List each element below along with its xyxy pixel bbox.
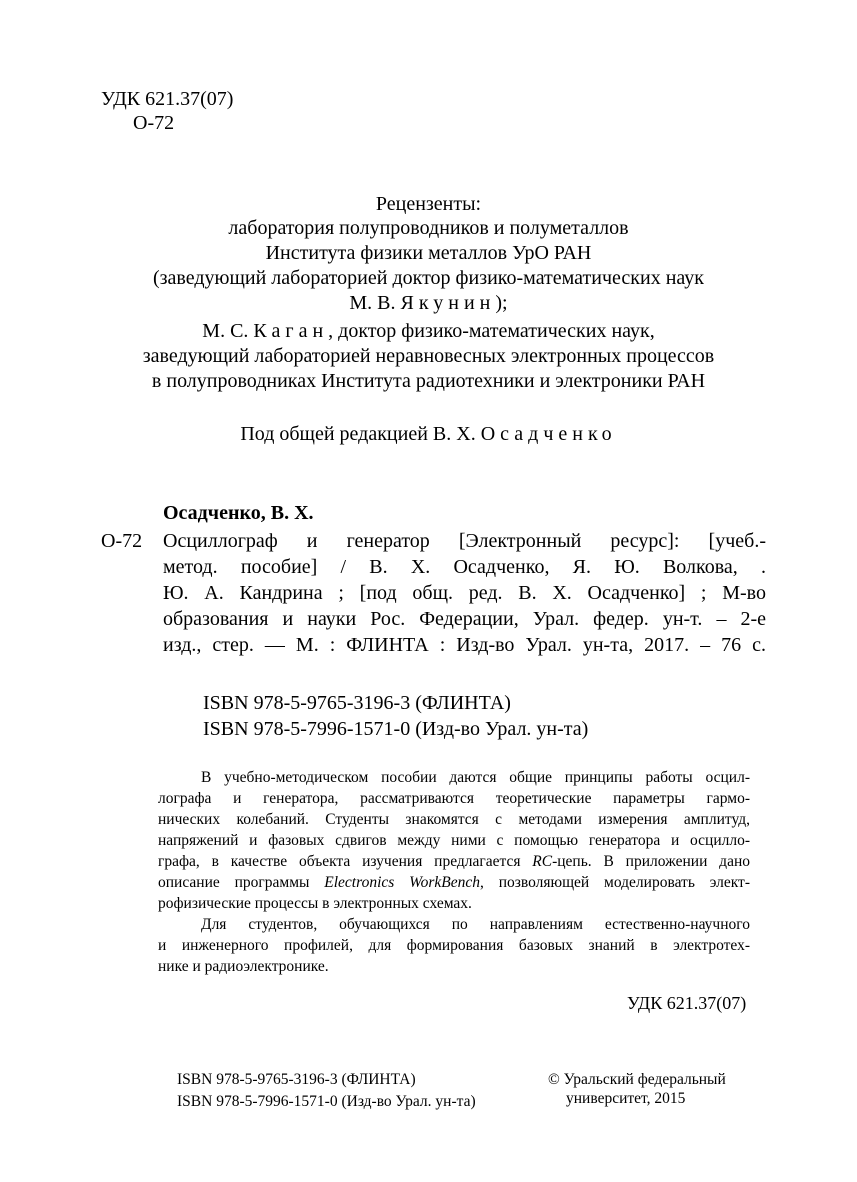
abstract-line: лографа и генератора, рассматриваются теоретические параметры гармо- bbox=[158, 790, 750, 807]
isbn-bottom-urfu: ISBN 978-5-7996-1571-0 (Изд-во Урал. ун-та) bbox=[177, 1093, 476, 1110]
abstract-text: , позволяющей моделировать элект- bbox=[480, 874, 750, 891]
bib-line-3: Ю. А. Кандрина ; [под общ. ред. В. Х. Осадченко] ; М-во bbox=[163, 582, 766, 604]
bib-line-5: изд., стер. — М. : ФЛИНТА : Изд-во Урал. ун-та, 2017. – 76 с. bbox=[163, 634, 766, 656]
isbn-urfu: ISBN 978-5-7996-1571-0 (Изд-во Урал. ун-та) bbox=[203, 718, 589, 740]
editor-prefix: Под общей редакцией bbox=[240, 423, 428, 445]
editor-name: Осадченко bbox=[480, 423, 617, 445]
abstract-emphasis: RC bbox=[532, 853, 553, 870]
copyright-line1: © Уральский федеральный bbox=[548, 1071, 726, 1088]
abstract bbox=[158, 767, 750, 977]
editor-initials: В. Х. bbox=[432, 423, 476, 445]
copyright-line2: университет, 2015 bbox=[566, 1090, 686, 1107]
reviewer-lab-line1: лаборатория полупроводников и полуметаллов bbox=[228, 217, 629, 239]
abstract-line bbox=[158, 851, 750, 872]
reviewer2-line1 bbox=[0, 320, 857, 343]
abstract-line: Для студентов, обучающихся по направлениям естественно-научного bbox=[201, 916, 750, 933]
abstract-text: графа, в качестве объекта изучения предлагается bbox=[158, 853, 533, 870]
isbn-bottom-flinta: ISBN 978-5-9765-3196-3 (ФЛИНТА) bbox=[177, 1071, 416, 1088]
reviewer2-initials: М. С. bbox=[202, 320, 249, 342]
bib-line-1: Осциллограф и генератор [Электронный ресурс]: [учеб.- bbox=[163, 530, 766, 552]
reviewers-heading: Рецензенты: bbox=[375, 193, 482, 215]
abstract-line: нике и радиоэлектронике. bbox=[158, 958, 329, 975]
abstract-text: описание программы bbox=[158, 874, 325, 891]
abstract-line: нических колебаний. Студенты знакомятся с методами измерения амплитуд, bbox=[158, 811, 750, 828]
bib-cipher: О-72 bbox=[101, 530, 143, 552]
bib-description bbox=[163, 528, 766, 658]
udk-code: УДК 621.37(07) bbox=[101, 88, 234, 110]
reviewer2-name: Каган bbox=[253, 320, 329, 342]
abstract-line bbox=[158, 872, 750, 893]
lab-head-name: Якунин bbox=[400, 292, 496, 314]
reviewer-lab-line3: (заведующий лабораторией доктор физико-математических наук bbox=[152, 267, 704, 289]
lab-head-tail: ); bbox=[495, 292, 508, 314]
abstract-line: напряжений и фазовых сдвигов между ними с помощью генератора и осцилло- bbox=[158, 832, 750, 849]
reviewer-lab-head bbox=[0, 292, 857, 315]
bib-author: Осадченко, В. Х. bbox=[163, 502, 314, 524]
abstract-line: рофизические процессы в электронных схемах. bbox=[158, 895, 472, 912]
udk-bottom: УДК 621.37(07) bbox=[627, 993, 747, 1013]
lab-head-initials: М. В. bbox=[349, 292, 396, 314]
general-editor bbox=[0, 423, 857, 446]
author-cipher: О-72 bbox=[133, 112, 175, 134]
bib-line-4: образования и науки Рос. Федерации, Урал. федер. ун-т. – 2-е bbox=[163, 608, 766, 630]
abstract-line: В учебно-методическом пособии даются общие принципы работы осцил- bbox=[201, 769, 750, 786]
reviewer-lab-line2: Института физики металлов УрО РАН bbox=[265, 242, 592, 264]
reviewer2-line3: в полупроводниках Института радиотехники и электроники РАН bbox=[151, 370, 706, 392]
isbn-flinta: ISBN 978-5-9765-3196-3 (ФЛИНТА) bbox=[203, 692, 511, 714]
reviewer2-tail: , доктор физико-математических наук, bbox=[328, 320, 655, 342]
abstract-line: и инженерного профилей, для формирования базовых знаний в электротех- bbox=[158, 937, 750, 954]
bib-line-2: метод. пособие] / В. Х. Осадченко, Я. Ю. Волкова, . bbox=[163, 556, 766, 578]
abstract-emphasis: Electronics WorkBench bbox=[324, 874, 481, 891]
abstract-text: -цепь. В приложении дано bbox=[552, 853, 750, 870]
reviewer2-line2: заведующий лабораторией неравновесных электронных процессов bbox=[142, 345, 715, 367]
